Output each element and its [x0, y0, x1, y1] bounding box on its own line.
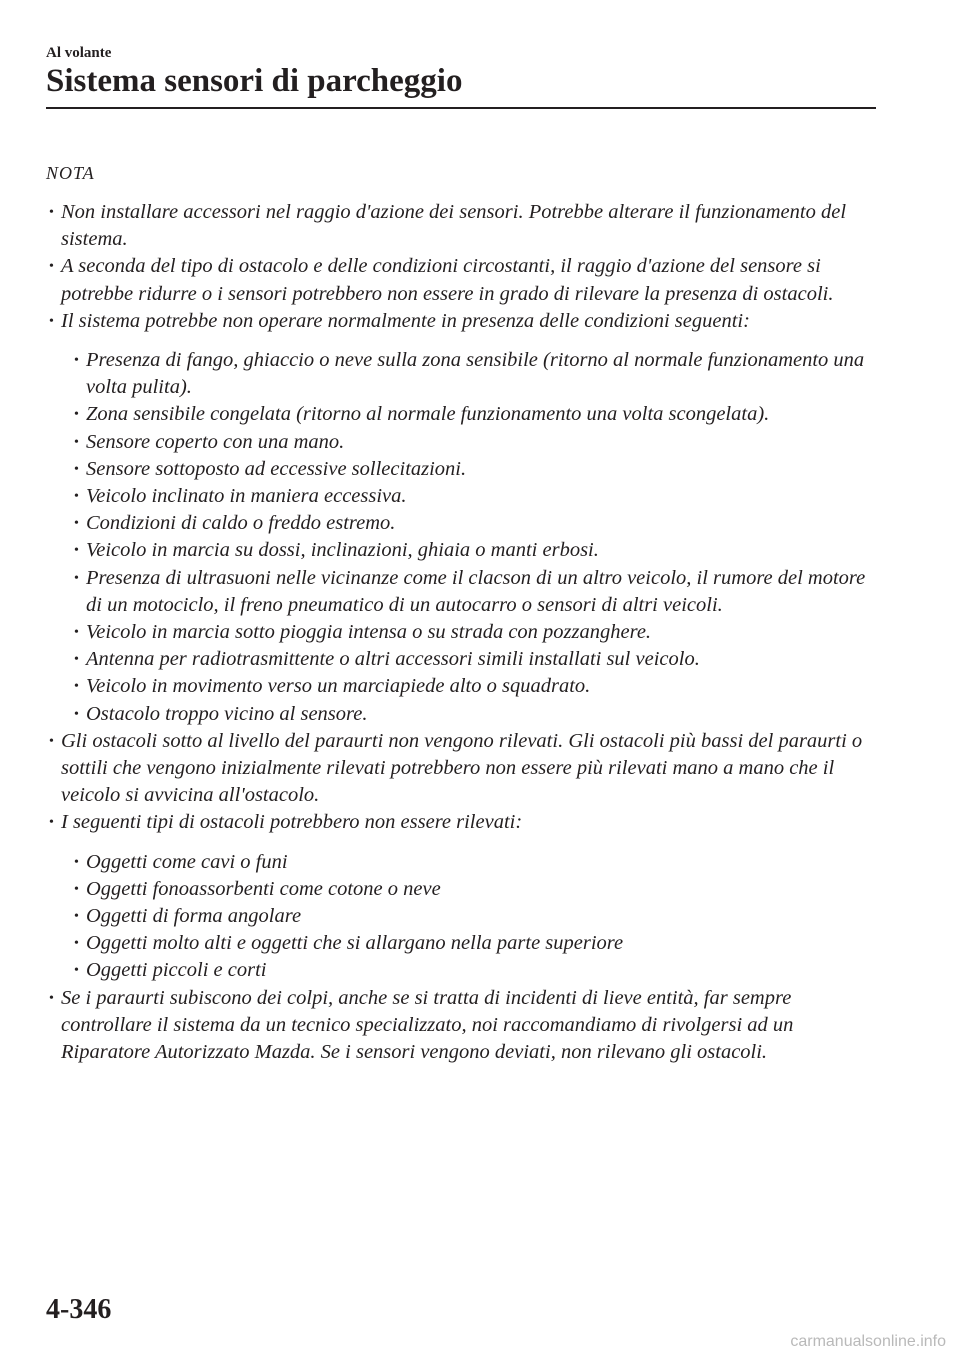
bullet-dot: •	[74, 570, 79, 586]
bullet-dot: •	[74, 652, 79, 668]
sub-list-item: • Presenza di fango, ghiaccio o neve sulla zona sensibile (ritorno al normale funzionamento una volta pulita).	[74, 349, 865, 399]
bullet-dot: •	[74, 679, 79, 695]
sub-list-item: • Zona sensibile congelata (ritorno al normale funzionamento una volta scongelata).	[46, 401, 886, 428]
sub-list-item: • Sensore coperto con una mano.	[46, 429, 886, 456]
list-item: • Se i paraurti subiscono dei colpi, anche se si tratta di incidenti di lieve entità, far sempre controllare il sistema da un tecnico specializzato, noi raccomandiamo di rivolgersi ad un Riparatore Autorizzato Mazda. Se i sensori vengono deviati, non rilevano gli ostacoli.	[49, 986, 794, 1064]
bullet-dot: •	[74, 461, 79, 477]
sub-list-item: • Oggetti piccoli e corti	[46, 957, 886, 984]
list-item: • Non installare accessori nel raggio d'azione dei sensori. Potrebbe alterare il funzionamento del sistema.	[49, 201, 847, 251]
sub-list-item: • Oggetti di forma angolare	[46, 903, 886, 930]
bullet-dot: •	[49, 733, 54, 749]
sub-list-item: • Ostacolo troppo vicino al sensore.	[46, 701, 886, 728]
bullet-dot: •	[74, 625, 79, 641]
bullet-dot: •	[74, 963, 79, 979]
page-title: Sistema sensori di parcheggio	[46, 63, 463, 99]
bullet-dot: •	[74, 543, 79, 559]
sub-list-item: • Antenna per radiotrasmittente o altri accessori simili installati sul veicolo.	[46, 646, 886, 673]
bullet-dot: •	[49, 313, 54, 329]
sub-list-item: • Condizioni di caldo o freddo estremo.	[46, 510, 886, 537]
sub-list-item: • Sensore sottoposto ad eccessive sollecitazioni.	[46, 456, 886, 483]
bullet-dot: •	[74, 854, 79, 870]
sub-list-item: • Veicolo in marcia su dossi, inclinazioni, ghiaia o manti erbosi.	[46, 537, 886, 564]
list-item: • Gli ostacoli sotto al livello del paraurti non vengono rilevati. Gli ostacoli più bassi del paraurti o sottili che vengono inizialmente rilevati potrebbero non essere più rilevati mano a mano che il veicolo si avvicina all'ostacolo.	[49, 729, 863, 807]
list-item: • A seconda del tipo di ostacolo e delle condizioni circostanti, il raggio d'azione del sensore si potrebbe ridurre o i sensori potrebbero non essere in grado di rilevare la presenza di ostacoli.	[49, 255, 834, 305]
bullet-dot: •	[74, 489, 79, 505]
sub-list-item: • Veicolo in movimento verso un marciapiede alto o squadrato.	[46, 673, 886, 700]
note-body	[46, 199, 886, 1066]
sub-list-item: • Presenza di ultrasuoni nelle vicinanze come il clacson di un altro veicolo, il rumore del motore di un motociclo, il freno pneumatico di un autocarro o sensori di altri veicoli.	[74, 566, 866, 616]
bullet-dot: •	[74, 909, 79, 925]
sub-list-item: • Oggetti come cavi o funi	[46, 849, 886, 876]
page-number: 4-346	[46, 1294, 112, 1325]
sub-list-item: • Veicolo inclinato in maniera eccessiva.	[46, 483, 886, 510]
bullet-dot: •	[74, 407, 79, 423]
note-heading: NOTA	[46, 163, 95, 183]
sub-list-item: • Veicolo in marcia sotto pioggia intensa o su strada con pozzanghere.	[46, 619, 886, 646]
watermark: carmanualsonline.info	[790, 1333, 946, 1350]
sub-list-item: • Oggetti fonoassorbenti come cotone o neve	[46, 876, 886, 903]
bullet-dot: •	[49, 205, 54, 220]
bullet-dot: •	[74, 881, 79, 897]
bullet-dot: •	[74, 936, 79, 952]
bullet-dot: •	[74, 516, 79, 532]
bullet-dot: •	[74, 353, 79, 369]
list-item: • I seguenti tipi di ostacoli potrebbero non essere rilevati:	[46, 809, 886, 836]
list-item: • Il sistema potrebbe non operare normalmente in presenza delle condizioni seguenti:	[46, 308, 886, 335]
bullet-dot: •	[49, 259, 54, 275]
sub-list-item: • Oggetti molto alti e oggetti che si allargano nella parte superiore	[46, 930, 886, 957]
bullet-dot: •	[74, 706, 79, 722]
bullet-dot: •	[49, 990, 54, 1006]
bullet-dot: •	[74, 434, 79, 450]
header-rule	[46, 107, 876, 109]
bullet-dot: •	[49, 815, 54, 831]
section-label: Al volante	[46, 45, 112, 61]
